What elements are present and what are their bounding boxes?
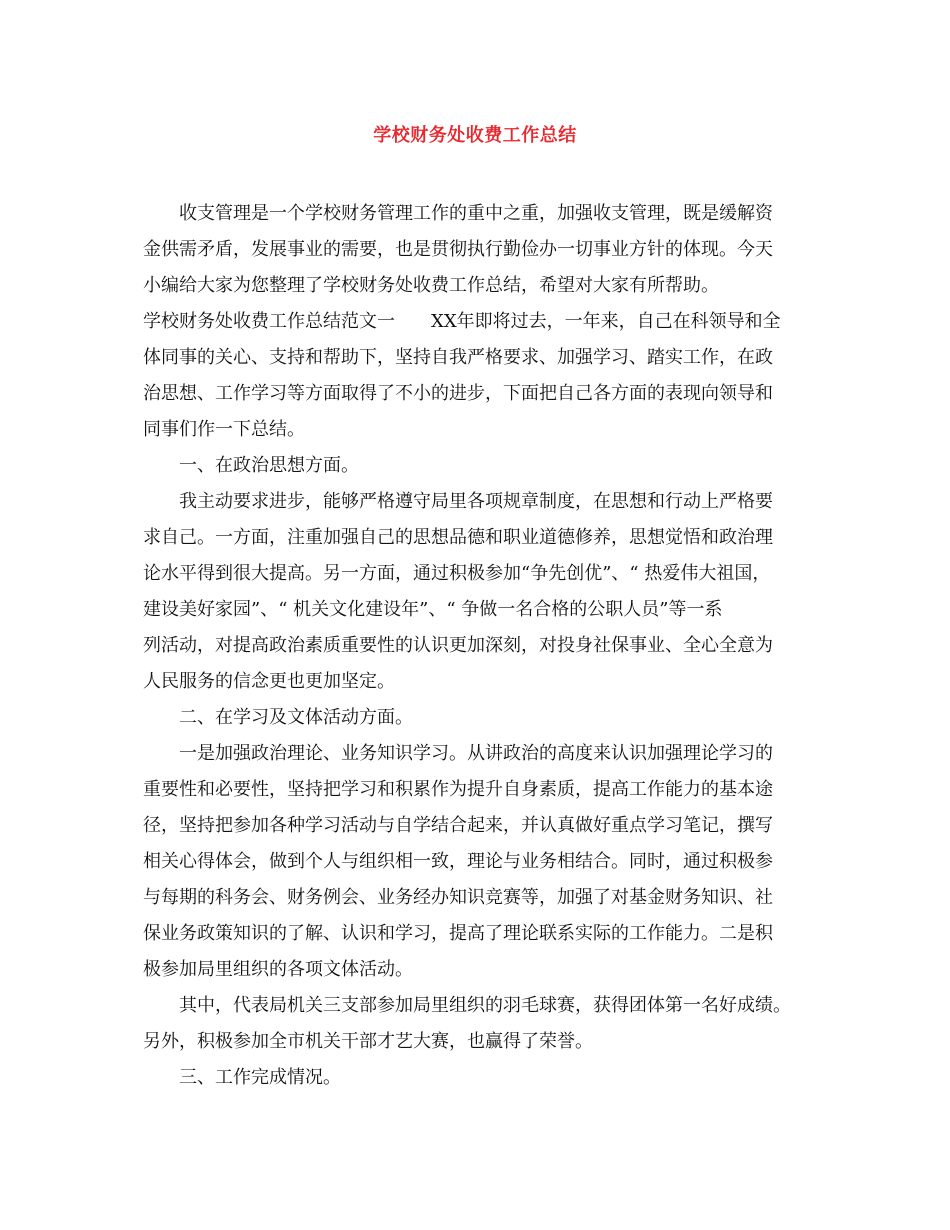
text-line: 列活动，对提高政治素质重要性的认识更加深刻，对投身社保事业、全心全意为 [143, 635, 773, 656]
text-line: 与每期的科务会、财务例会、业务经办知识竞赛等，加强了对基金财务知识、社 [143, 887, 773, 908]
text-line: 重要性和必要性，坚持把学习和积累作为提升自身素质，提高工作能力的基本途 [143, 779, 773, 800]
text-line: 径，坚持把参加各种学习活动与自学结合起来，并认真做好重点学习笔记，撰写 [143, 815, 773, 836]
text-line: 收支管理是一个学校财务管理工作的重中之重，加强收支管理，既是缓解资 [179, 203, 773, 224]
text-line: 一是加强政治理论、业务知识学习。从讲政治的高度来认识加强理论学习的 [179, 743, 773, 764]
document-body [143, 196, 823, 1096]
text-line: 保业务政策知识的了解、认识和学习，提高了理论联系实际的工作能力。二是积 [143, 923, 773, 944]
text-line: 另外，积极参加全市机关干部才艺大赛，也赢得了荣誉。 [143, 1031, 593, 1052]
text-line: 同事们作一下总结。 [143, 419, 305, 440]
text-line: 我主动要求进步，能够严格遵守局里各项规章制度，在思想和行动上严格要 [179, 491, 773, 512]
text-line: 小编给大家为您整理了学校财务处收费工作总结，希望对大家有所帮助。 [143, 275, 719, 296]
text-line: 其中，代表局机关三支部参加局里组织的羽毛球赛，获得团体第一名好成绩。 [179, 995, 791, 1016]
text-line: 体同事的关心、支持和帮助下，坚持自我严格要求、加强学习、踏实工作，在政 [143, 347, 773, 368]
document-title: 学校财务处收费工作总结 [373, 125, 577, 146]
text-line: 相关心得体会，做到个人与组织相一致，理论与业务相结合。同时，通过积极参 [143, 851, 773, 872]
text-line: 论水平得到很大提高。另一方面，通过积极参加“争先创优”、“ 热爱伟大祖国， [143, 563, 771, 584]
text-line: 三、工作完成情况。 [179, 1067, 341, 1088]
text-line: 人民服务的信念更也更加坚定。 [143, 671, 395, 692]
text-line: 学校财务处收费工作总结范文一 XX年即将过去，一年来，自己在科领导和全 [143, 311, 781, 332]
text-line: 建设美好家园”、“ 机关文化建设年”、“ 争做一名合格的公职人员”等一系 [143, 599, 723, 620]
text-line: 极参加局里组织的各项文体活动。 [143, 959, 413, 980]
text-line: 治思想、工作学习等方面取得了不小的进步，下面把自己各方面的表现向领导和 [143, 383, 773, 404]
text-line: 二、在学习及文体活动方面。 [179, 707, 413, 728]
text-line: 金供需矛盾，发展事业的需要，也是贯彻执行勤俭办一切事业方针的体现。今天 [143, 239, 773, 260]
text-line: 求自己。一方面，注重加强自己的思想品德和职业道德修养，思想觉悟和政治理 [143, 527, 773, 548]
text-line: 一、在政治思想方面。 [179, 455, 359, 476]
